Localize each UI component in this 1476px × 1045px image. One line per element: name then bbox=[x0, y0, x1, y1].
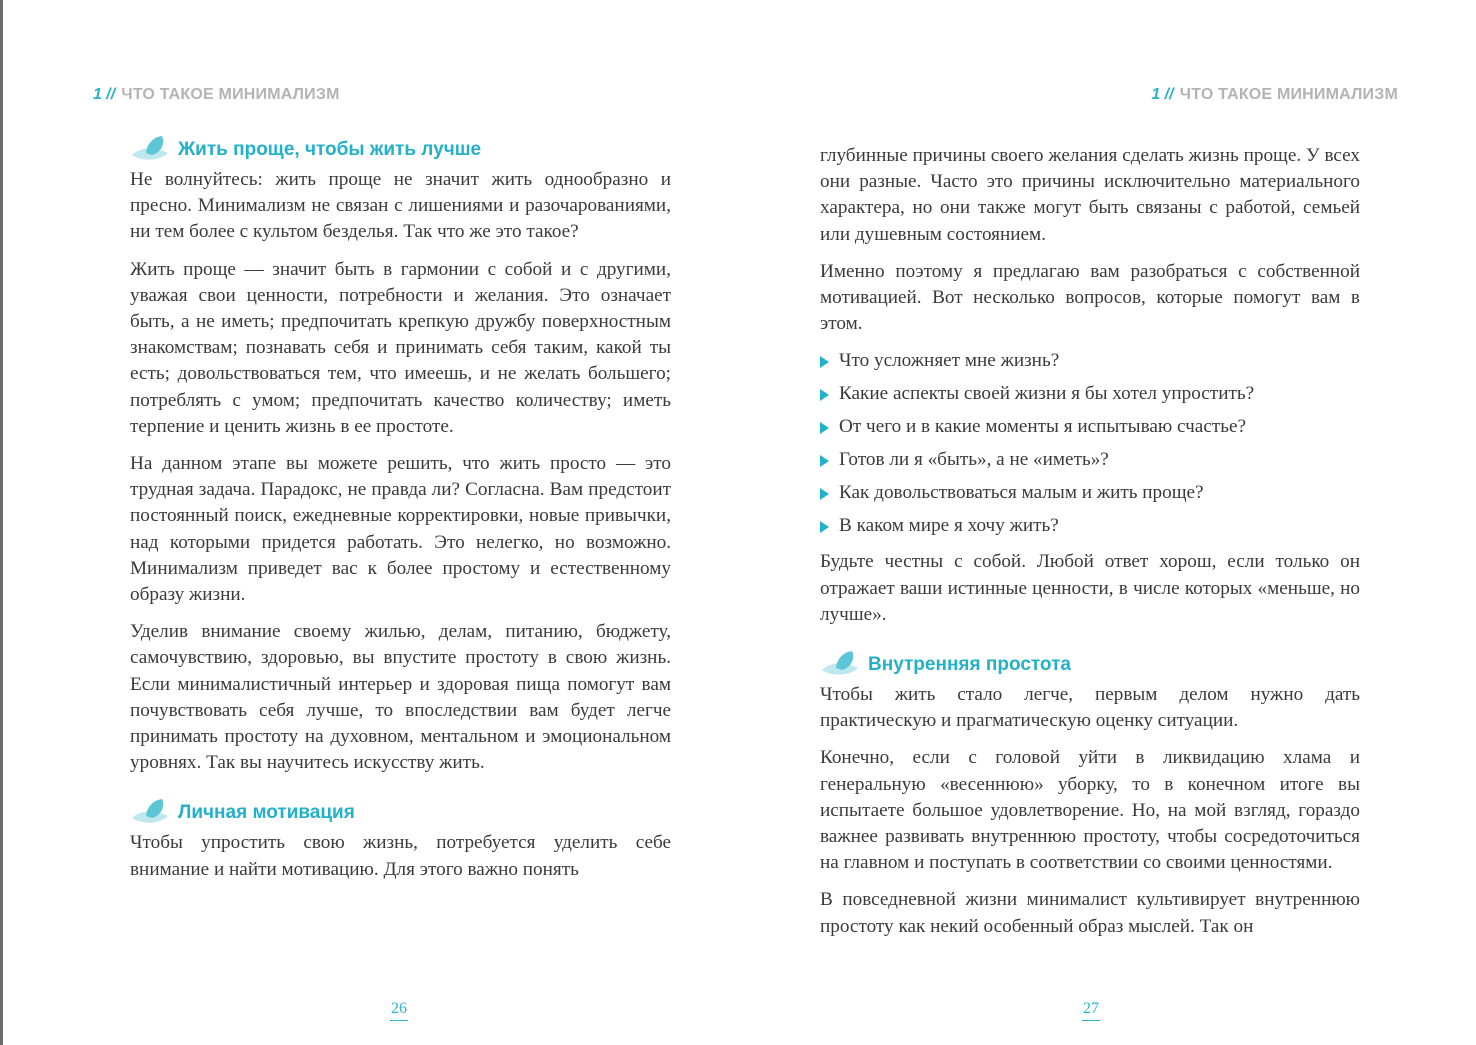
list-item bbox=[820, 480, 1360, 506]
right-page-content bbox=[820, 135, 1360, 951]
running-head-separator: // bbox=[1164, 86, 1174, 103]
leaf-drop-icon bbox=[820, 648, 860, 678]
page-number-right: 27 bbox=[1082, 1000, 1100, 1021]
running-head-separator: // bbox=[106, 86, 116, 103]
paragraph: Чтобы жить стало легче, первым делом нужно дать практическую и прагматическую оценку ситуации. bbox=[820, 684, 1360, 732]
section-heading bbox=[820, 650, 1360, 680]
running-head-left bbox=[93, 86, 340, 104]
triangle-bullet-icon bbox=[820, 356, 829, 368]
chapter-number: 1 bbox=[1151, 86, 1161, 103]
list-item bbox=[820, 414, 1360, 440]
paragraph: На данном этапе вы можете решить, что жить просто — это трудная задача. Парадокс, не правда ли? Согласна. Вам предстоит постоянный поиск, ежедневные корректировки, новые привычки, над которыми придется работать. Это нелегко, но возможно. Минимализм приведет вас к более простому и естественному образу жизни. bbox=[130, 453, 671, 606]
paragraph: Жить проще — значит быть в гармонии с собой и с другими, уважая свои ценности, потребности и желания. Это означает быть, а не иметь; предпочитать крепкую дружбу поверхностным знакомствам; познавать себя и принимать себя таким, какой ты есть; довольствоваться тем, что имеешь, и не желать большего; потреблять с умом; предпочитать качество количеству; иметь терпение и ценить жизнь в ее простоте. bbox=[130, 258, 671, 437]
list-item bbox=[820, 381, 1360, 407]
section-heading-text: Внутренняя простота bbox=[868, 654, 1071, 676]
triangle-bullet-icon bbox=[820, 455, 829, 467]
list-item-text: В каком мире я хочу жить? bbox=[839, 515, 1059, 537]
paragraph: Именно поэтому я предлагаю вам разобраться с собственной мотивацией. Вот несколько вопросов, которые помогут вам в этом. bbox=[820, 260, 1360, 335]
question-list bbox=[820, 348, 1360, 539]
list-item-text: Как довольствоваться малым и жить проще? bbox=[839, 482, 1204, 504]
triangle-bullet-icon bbox=[820, 422, 829, 434]
list-item bbox=[820, 348, 1360, 374]
paragraph: Конечно, если с головой уйти в ликвидацию хлама и генеральную «весеннюю» уборку, то в конечном итоге вы испытаете большое удовлетворение. Но, на мой взгляд, гораздо важнее развивать внутреннюю простоту, чтобы сосредоточиться на главном и поступать в соответствии со своими ценностями. bbox=[820, 747, 1360, 874]
paragraph: глубинные причины своего желания сделать жизнь проще. У всех они разные. Часто это причины исключительно материального характера, но они также могут быть связаны с работой, семьей или душевным состоянием. bbox=[820, 145, 1360, 245]
list-item bbox=[820, 513, 1360, 539]
section-heading bbox=[130, 135, 671, 165]
leaf-drop-icon bbox=[130, 796, 170, 826]
running-head-right bbox=[1151, 86, 1398, 104]
triangle-bullet-icon bbox=[820, 521, 829, 533]
left-page-content bbox=[130, 135, 671, 894]
paragraph: Будьте честны с собой. Любой ответ хорош, если только он отражает ваши истинные ценности, в числе которых «меньше, но лучше». bbox=[820, 551, 1360, 625]
page-number-left: 26 bbox=[390, 1000, 408, 1021]
triangle-bullet-icon bbox=[820, 389, 829, 401]
triangle-bullet-icon bbox=[820, 488, 829, 500]
section-heading-text: Жить проще, чтобы жить лучше bbox=[178, 139, 482, 160]
list-item-text: Какие аспекты своей жизни я бы хотел упростить? bbox=[839, 383, 1255, 405]
list-item-text: От чего и в какие моменты я испытываю счастье? bbox=[839, 416, 1247, 438]
right-page bbox=[738, 0, 1476, 1045]
chapter-title: ЧТО ТАКОЕ МИНИМАЛИЗМ bbox=[1179, 86, 1398, 103]
paragraph: Не волнуйтесь: жить проще не значит жить однообразно и пресно. Минимализм не связан с лишениями и разочарованиями, ни тем более с культом безделья. Так что же это такое? bbox=[130, 169, 671, 243]
paragraph: Уделив внимание своему жилью, делам, питанию, бюджету, самочувствию, здоровью, вы впустите простоту в свою жизнь. Если минималистичный интерьер и здоровая пища помогут вам почувствовать себя лучше, то впоследствии вам будет легче принимать простоту на духовном, ментальном и эмоциональном уровнях. Так вы научитесь искусству жить. bbox=[130, 621, 671, 774]
paragraph: В повседневной жизни минималист культивирует внутреннюю простоту как некий особенный образ мыслей. Так он bbox=[820, 889, 1360, 937]
section-heading-text: Личная мотивация bbox=[178, 802, 355, 824]
left-page bbox=[3, 0, 738, 1045]
chapter-title: ЧТО ТАКОЕ МИНИМАЛИЗМ bbox=[121, 86, 340, 103]
section-heading bbox=[130, 798, 671, 828]
leaf-drop-icon bbox=[130, 133, 170, 163]
chapter-number: 1 bbox=[93, 86, 103, 103]
list-item-text: Готов ли я «быть», а не «иметь»? bbox=[839, 449, 1109, 471]
paragraph: Чтобы упростить свою жизнь, потребуется уделить себе внимание и найти мотивацию. Для этого важно понять bbox=[130, 832, 671, 880]
list-item bbox=[820, 447, 1360, 473]
list-item-text: Что усложняет мне жизнь? bbox=[839, 350, 1060, 372]
